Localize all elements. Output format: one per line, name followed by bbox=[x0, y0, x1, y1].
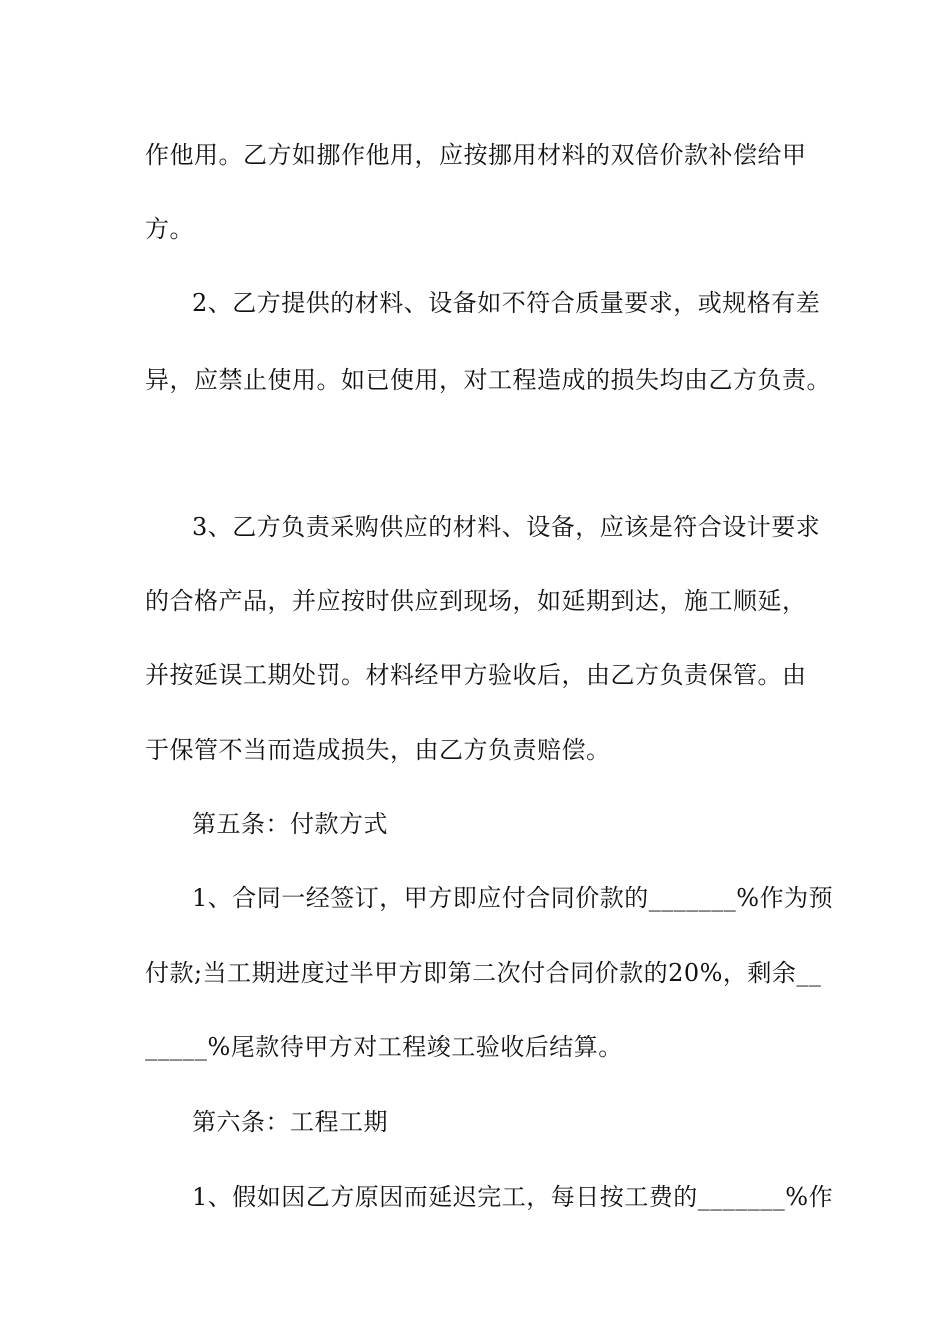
paragraph-line: 于保管不当而造成损失，由乙方负责赔偿。 bbox=[145, 736, 611, 764]
paragraph-line: _____%尾款待甲方对工程竣工验收后结算。 bbox=[145, 1033, 623, 1061]
paragraph-line: 作他用。乙方如挪作他用，应按挪用材料的双倍价款补偿给甲 bbox=[145, 141, 807, 169]
section-heading: 第六条：工程工期 bbox=[192, 1108, 388, 1136]
paragraph-line: 的合格产品，并应按时供应到现场，如延期到达，施工顺延， bbox=[145, 587, 807, 615]
section-heading: 第五条：付款方式 bbox=[192, 810, 388, 838]
paragraph-line: 3、乙方负责采购供应的材料、设备，应该是符合设计要求 bbox=[192, 513, 821, 541]
paragraph-line: 2、乙方提供的材料、设备如不符合质量要求，或规格有差 bbox=[192, 289, 821, 317]
paragraph-line: 异，应禁止使用。如已使用，对工程造成的损失均由乙方负责。 bbox=[145, 366, 831, 394]
paragraph-line: 1、合同一经签订，甲方即应付合同价款的_______%作为预 bbox=[192, 884, 834, 912]
paragraph-line: 并按延误工期处罚。材料经甲方验收后，由乙方负责保管。由 bbox=[145, 661, 807, 689]
paragraph-line: 付款;当工期进度过半甲方即第二次付合同价款的20%，剩余__ bbox=[145, 959, 822, 987]
paragraph-line: 方。 bbox=[145, 215, 194, 243]
paragraph-line: 1、假如因乙方原因而延迟完工，每日按工费的_______%作 bbox=[192, 1183, 834, 1211]
